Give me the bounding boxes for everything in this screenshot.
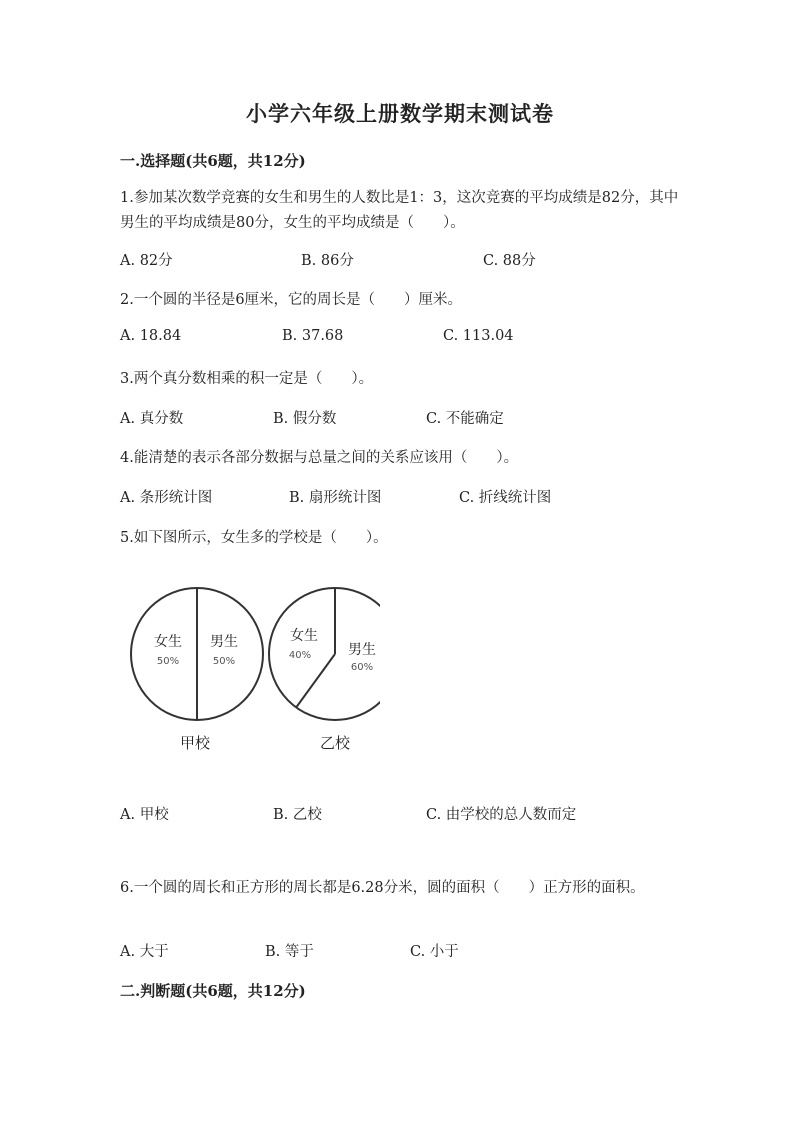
section-heading-choice: 一.选择题(共6题，共12分) (120, 152, 306, 170)
pie-yixiao-girls-label: 女生 (290, 628, 318, 644)
option-6a[interactable]: A. 大于 (120, 944, 169, 960)
question-4: 4.能清楚的表示各部分数据与总量之间的关系应该用（ ）。 (120, 450, 519, 466)
option-2c[interactable]: C. 113.04 (443, 328, 514, 344)
option-5c[interactable]: C. 由学校的总人数而定 (426, 807, 577, 823)
pie-yixiao-boys-pct: 60% (350, 662, 374, 673)
option-4b[interactable]: B. 扇形统计图 (289, 490, 382, 506)
question-2: 2.一个圆的半径是6厘米，它的周长是（ ）厘米。 (120, 292, 463, 308)
option-3a[interactable]: A. 真分数 (120, 411, 184, 427)
option-6b[interactable]: B. 等于 (265, 944, 314, 960)
pie-jiaxiao-girls-label: 女生 (154, 634, 182, 650)
option-1b[interactable]: B. 86分 (301, 253, 354, 269)
pie-jiaxiao-girls-pct: 50% (156, 656, 180, 667)
option-4a[interactable]: A. 条形统计图 (120, 490, 213, 506)
section-heading-judgment: 二.判断题(共6题，共12分) (120, 982, 306, 1000)
option-6c[interactable]: C. 小于 (410, 944, 459, 960)
option-2b[interactable]: B. 37.68 (282, 328, 344, 344)
pie-jiaxiao-caption: 甲校 (179, 734, 211, 752)
option-2a[interactable]: A. 18.84 (120, 328, 182, 344)
option-5a[interactable]: A. 甲校 (120, 807, 169, 823)
question-6: 6.一个圆的周长和正方形的周长都是6.28分米，圆的面积（ ）正方形的面积。 (120, 880, 645, 896)
pie-charts-figure (120, 580, 380, 760)
option-4c[interactable]: C. 折线统计图 (459, 490, 552, 506)
question-1: 1.参加某次数学竞赛的女生和男生的人数比是1：3，这次竞赛的平均成绩是82分，其中男生的平均成绩是80分，女生的平均成绩是（ ）。 (120, 190, 679, 231)
pie-yixiao (269, 588, 380, 752)
option-1a[interactable]: A. 82分 (120, 253, 173, 269)
pie-yixiao-divider-slanted (296, 654, 335, 707)
pie-yixiao-caption: 乙校 (319, 734, 351, 752)
option-3c[interactable]: C. 不能确定 (426, 411, 504, 427)
pie-jiaxiao-boys-pct: 50% (212, 656, 236, 667)
page-title: 小学六年级上册数学期末测试卷 (246, 101, 554, 126)
pie-jiaxiao (131, 588, 263, 752)
question-5: 5.如下图所示，女生多的学校是（ ）。 (120, 530, 388, 546)
option-1c[interactable]: C. 88分 (483, 253, 536, 269)
question-3: 3.两个真分数相乘的积一定是（ ）。 (120, 371, 374, 387)
option-5b[interactable]: B. 乙校 (273, 807, 322, 823)
pie-yixiao-girls-pct: 40% (288, 650, 312, 661)
option-3b[interactable]: B. 假分数 (273, 411, 337, 427)
pie-yixiao-boys-label: 男生 (348, 642, 376, 658)
pie-jiaxiao-boys-label: 男生 (210, 634, 238, 650)
